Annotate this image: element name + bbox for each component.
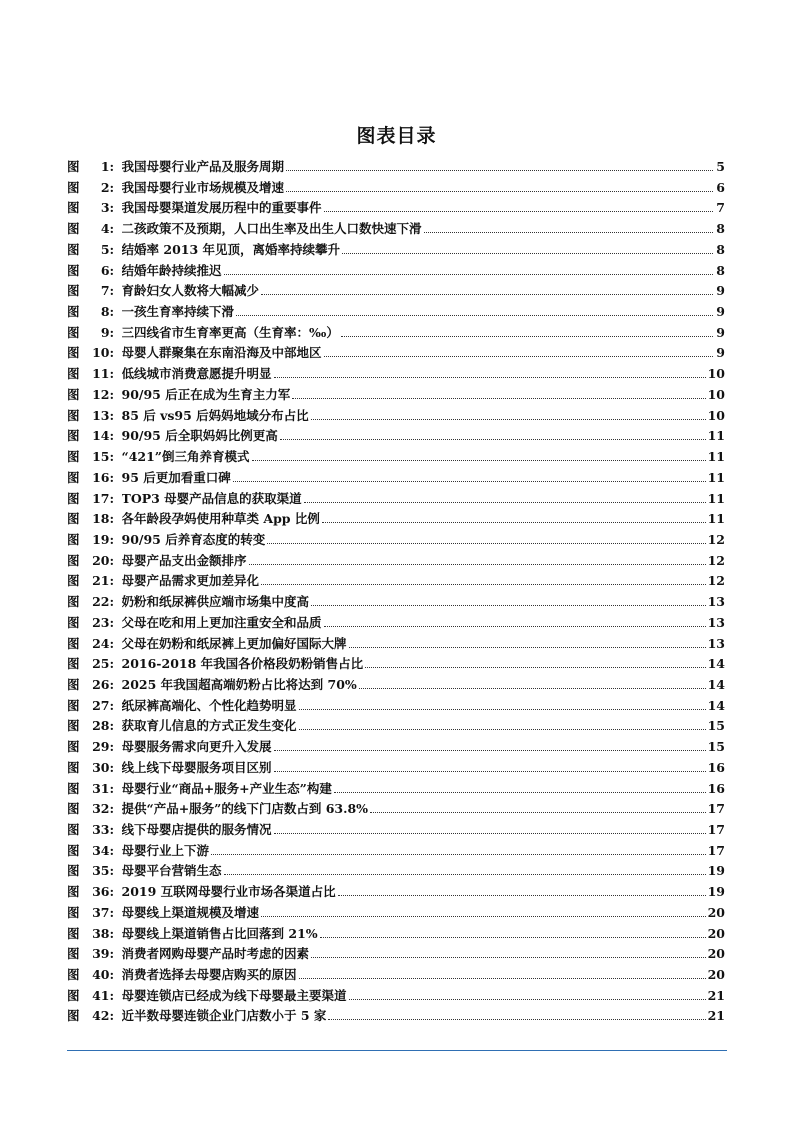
toc-entry-separator: : — [109, 739, 115, 755]
toc-dot-leader — [324, 626, 706, 627]
toc-entry-figure-29[interactable] — [67, 737, 725, 758]
toc-entry-number: 1 — [100, 159, 110, 174]
toc-entry-figure-35[interactable] — [67, 861, 725, 882]
toc-entry-number: 38 — [92, 925, 110, 941]
toc-dot-leader — [274, 771, 706, 772]
toc-dot-leader — [252, 460, 706, 461]
toc-dot-leader — [324, 356, 713, 357]
toc-entry-separator: : — [109, 345, 115, 361]
toc-entry-number: 33 — [92, 822, 110, 837]
toc-entry-number: 2 — [100, 179, 110, 195]
toc-entry-separator: : — [109, 241, 115, 257]
toc-entry-number: 31 — [92, 780, 110, 796]
toc-entry-separator: : — [109, 946, 115, 962]
toc-entry-title[interactable]: 母婴行业“商品+服务+产业生态”构建 — [121, 780, 332, 796]
toc-entry-title[interactable]: 母婴线上渠道销售占比回落到 21% — [121, 925, 318, 941]
toc-entry-label: 图 — [67, 469, 80, 485]
toc-entry-label: 图 — [67, 884, 80, 900]
toc-entry-page-number[interactable]: 13 — [707, 614, 725, 630]
toc-entry-label: 图 — [67, 262, 80, 278]
toc-entry-number: 10 — [92, 345, 110, 361]
toc-entry-figure-38[interactable] — [67, 924, 725, 945]
toc-dot-leader — [349, 647, 706, 648]
toc-entry-title[interactable]: 母婴人群聚集在东南沿海及中部地区 — [121, 345, 322, 361]
toc-entry-number: 26 — [92, 676, 110, 692]
toc-entry-separator: : — [109, 987, 115, 1003]
toc-entry-separator: : — [109, 428, 115, 444]
toc-entry-label: 图 — [67, 759, 80, 775]
toc-entry-page-number[interactable]: 6 — [716, 179, 725, 195]
toc-entry-title[interactable]: 一孩生育率持续下滑 — [121, 304, 235, 320]
toc-entry-title[interactable]: 我国母婴渠道发展历程中的重要事件 — [121, 200, 322, 216]
toc-entry-figure-16[interactable] — [67, 468, 725, 489]
toc-dot-leader — [311, 419, 706, 420]
toc-entry-separator: : — [109, 925, 115, 941]
toc-entry-separator: : — [109, 594, 115, 610]
toc-entry-title[interactable]: 2016-2018 年我国各价格段奶粉销售占比 — [121, 656, 364, 672]
toc-entry-page-number[interactable]: 20 — [707, 904, 725, 920]
toc-entry-figure-33[interactable] — [67, 820, 725, 841]
toc-dot-leader — [261, 584, 706, 585]
toc-entry-page-number[interactable]: 11 — [707, 511, 725, 527]
toc-entry-number: 13 — [92, 407, 110, 423]
toc-entry-label: 图 — [67, 614, 80, 630]
toc-entry-title[interactable]: 线下母婴店提供的服务情况 — [121, 822, 272, 837]
toc-entry-label: 图 — [67, 304, 80, 320]
toc-entry-title[interactable]: 2019 互联网母婴行业市场各渠道占比 — [121, 884, 336, 900]
toc-entry-number: 17 — [92, 490, 110, 506]
toc-entry-number: 29 — [92, 739, 110, 755]
toc-entry-separator: : — [109, 718, 115, 734]
toc-entry-figure-40[interactable] — [67, 965, 725, 986]
toc-entry-separator: : — [109, 324, 115, 340]
toc-entry-label: 图 — [67, 635, 80, 651]
toc-entry-title[interactable]: 各年龄段孕妈使用种草类 App 比例 — [121, 511, 320, 527]
toc-entry-page-number[interactable]: 9 — [716, 283, 725, 299]
toc-entry-title[interactable]: 奶粉和纸尿裤供应端市场集中度高 — [121, 594, 310, 610]
toc-dot-leader — [424, 232, 713, 233]
toc-entry-number: 9 — [100, 324, 110, 340]
toc-entry-figure-42[interactable] — [67, 1006, 725, 1027]
toc-entry-separator: : — [109, 386, 115, 402]
toc-entry-separator: : — [109, 407, 115, 423]
toc-entry-page-number[interactable]: 9 — [716, 304, 725, 320]
toc-entry-separator: : — [109, 490, 115, 506]
toc-dot-leader — [299, 729, 706, 730]
toc-entry-title[interactable]: 母婴行业上下游 — [121, 842, 210, 858]
toc-entry-separator: : — [109, 676, 115, 692]
toc-entry-separator: : — [109, 863, 115, 879]
toc-entry-title[interactable]: 90/95 后全职妈妈比例更高 — [121, 428, 278, 444]
toc-entry-separator: : — [109, 801, 115, 817]
toc-entry-separator: : — [109, 842, 115, 858]
toc-entry-title[interactable]: 90/95 后正在成为生育主力军 — [121, 386, 291, 402]
toc-entry-figure-19[interactable] — [67, 530, 725, 551]
toc-entry-page-number[interactable]: 14 — [707, 697, 725, 713]
toc-entry-title[interactable]: 母婴连锁店已经成为线下母婴最主要渠道 — [121, 987, 347, 1003]
toc-entry-label: 图 — [67, 863, 80, 879]
toc-dot-leader — [328, 1019, 705, 1020]
toc-entry-separator: : — [109, 1008, 115, 1024]
toc-dot-leader — [286, 170, 713, 171]
toc-entry-title[interactable]: 消费者网购母婴产品时考虑的因素 — [121, 946, 310, 962]
toc-entry-label: 图 — [67, 366, 80, 382]
toc-entry-label: 图 — [67, 822, 80, 837]
toc-entry-number: 16 — [92, 469, 110, 485]
toc-entry-number: 24 — [92, 635, 110, 651]
toc-entry-separator: : — [109, 449, 115, 465]
toc-entry-figure-26[interactable] — [67, 675, 725, 696]
toc-entry-figure-25[interactable] — [67, 654, 725, 675]
toc-entry-number: 19 — [92, 531, 110, 547]
toc-dot-leader — [359, 688, 706, 689]
toc-dot-leader — [341, 336, 713, 337]
toc-entry-figure-1[interactable] — [67, 157, 725, 178]
toc-entry-number: 12 — [92, 386, 110, 402]
toc-dot-leader — [274, 750, 706, 751]
toc-entry-label: 图 — [67, 594, 80, 610]
toc-entry-label: 图 — [67, 511, 80, 527]
toc-entry-label: 图 — [67, 345, 80, 361]
toc-entry-number: 28 — [92, 718, 110, 734]
toc-entry-title[interactable]: 线上线下母婴服务项目区别 — [121, 759, 272, 775]
toc-dot-leader — [224, 274, 713, 275]
toc-entry-title[interactable]: 结婚率 2013 年见顶，离婚率持续攀升 — [121, 241, 341, 257]
toc-dot-leader — [324, 211, 713, 212]
toc-entry-page-number[interactable]: 13 — [707, 635, 725, 651]
toc-entry-label: 图 — [67, 780, 80, 796]
toc-entry-label: 图 — [67, 946, 80, 962]
toc-entry-number: 35 — [92, 863, 110, 879]
toc-entry-page-number[interactable]: 21 — [707, 987, 725, 1003]
toc-entry-number: 36 — [92, 884, 110, 900]
toc-entry-figure-21[interactable] — [67, 571, 725, 592]
toc-dot-leader — [338, 895, 706, 896]
toc-entry-figure-41[interactable] — [67, 986, 725, 1007]
toc-entry-page-number[interactable]: 5 — [716, 159, 725, 174]
toc-dot-leader — [211, 854, 706, 855]
toc-dot-leader — [274, 377, 706, 378]
toc-entry-separator: : — [109, 904, 115, 920]
toc-dot-leader — [365, 667, 705, 668]
toc-entry-figure-37[interactable] — [67, 903, 725, 924]
toc-entry-separator: : — [109, 469, 115, 485]
toc-entry-figure-34[interactable] — [67, 841, 725, 862]
toc-entry-label: 图 — [67, 573, 80, 589]
toc-entry-page-number[interactable]: 11 — [707, 490, 725, 506]
toc-entry-label: 图 — [67, 1008, 80, 1024]
toc-entry-figure-11[interactable] — [67, 364, 725, 385]
toc-dot-leader — [320, 937, 706, 938]
toc-entry-separator: : — [109, 635, 115, 651]
toc-entry-number: 27 — [92, 697, 110, 713]
toc-entry-page-number[interactable]: 19 — [707, 884, 725, 900]
toc-entry-figure-15[interactable] — [67, 447, 725, 468]
toc-entry-number: 4 — [100, 221, 110, 237]
toc-dot-leader — [224, 874, 706, 875]
toc-dot-leader — [311, 605, 706, 606]
toc-entry-page-number[interactable]: 14 — [707, 676, 725, 692]
toc-entry-separator: : — [109, 511, 115, 527]
toc-entry-page-number[interactable]: 8 — [716, 241, 725, 257]
toc-entry-page-number[interactable]: 8 — [716, 221, 725, 237]
toc-entry-page-number[interactable]: 16 — [707, 759, 725, 775]
toc-entry-number: 3 — [100, 200, 110, 216]
toc-dot-leader — [304, 502, 706, 503]
toc-entry-separator: : — [109, 200, 115, 216]
toc-entry-number: 39 — [92, 946, 110, 962]
toc-dot-leader — [267, 543, 705, 544]
toc-entry-number: 41 — [92, 987, 110, 1003]
toc-dot-leader — [292, 398, 705, 399]
toc-entry-page-number[interactable]: 17 — [707, 842, 725, 858]
toc-entry-figure-18[interactable] — [67, 509, 725, 530]
toc-dot-leader — [334, 792, 706, 793]
toc-entry-page-number[interactable]: 8 — [716, 262, 725, 278]
toc-entry-page-number[interactable]: 20 — [707, 967, 725, 983]
toc-entry-figure-4[interactable] — [67, 219, 725, 240]
toc-dot-leader — [280, 439, 706, 440]
footer-divider — [67, 1050, 727, 1051]
toc-dot-leader — [249, 564, 706, 565]
toc-entry-number: 37 — [92, 904, 110, 920]
toc-entry-figure-30[interactable] — [67, 758, 725, 779]
toc-entry-title[interactable]: 消费者选择去母婴店购买的原因 — [121, 967, 297, 983]
toc-dot-leader — [370, 812, 706, 813]
toc-entry-number: 5 — [100, 241, 110, 257]
toc-entry-label: 图 — [67, 987, 80, 1003]
toc-entry-page-number[interactable]: 10 — [707, 386, 725, 402]
toc-entry-figure-17[interactable] — [67, 489, 725, 510]
toc-entry-title[interactable]: 母婴平台营销生态 — [121, 863, 222, 879]
toc-dot-leader — [236, 315, 713, 316]
toc-entry-title[interactable]: “421”倒三角养育模式 — [121, 449, 250, 465]
toc-entry-separator: : — [109, 656, 115, 672]
toc-entry-label: 图 — [67, 531, 80, 547]
toc-entry-title[interactable]: 母婴服务需求向更升入发展 — [121, 739, 272, 755]
toc-entry-label: 图 — [67, 801, 80, 817]
toc-entry-title[interactable]: 母婴产品支出金额排序 — [121, 552, 247, 568]
toc-dot-leader — [261, 294, 713, 295]
toc-entry-number: 30 — [92, 759, 110, 775]
toc-entry-title[interactable]: 提供“产品+服务”的线下门店数占到 63.8% — [121, 801, 369, 817]
toc-entry-title[interactable]: 95 后更加看重口碑 — [121, 469, 231, 485]
toc-entry-label: 图 — [67, 241, 80, 257]
toc-entry-figure-5[interactable] — [67, 240, 725, 261]
toc-entry-figure-23[interactable] — [67, 613, 725, 634]
toc-entry-number: 23 — [92, 614, 110, 630]
toc-entry-label: 图 — [67, 676, 80, 692]
toc-entry-separator: : — [109, 221, 115, 237]
toc-entry-number: 32 — [92, 801, 110, 817]
toc-entry-number: 6 — [100, 262, 110, 278]
toc-entry-page-number[interactable]: 11 — [707, 449, 725, 465]
toc-entry-figure-10[interactable] — [67, 343, 725, 364]
toc-entry-separator: : — [109, 283, 115, 299]
toc-entry-title[interactable]: 二孩政策不及预期，人口出生率及出生人口数快速下滑 — [121, 221, 422, 237]
toc-entry-separator: : — [109, 573, 115, 589]
toc-entry-title[interactable]: 2025 年我国超高端奶粉占比将达到 70% — [121, 676, 357, 692]
toc-entry-title[interactable]: 育龄妇女人数将大幅减少 — [121, 283, 260, 299]
toc-entry-label: 图 — [67, 967, 80, 983]
page-title: 图表目录 — [356, 125, 437, 147]
toc-entry-page-number[interactable]: 9 — [716, 324, 725, 340]
toc-entry-separator: : — [109, 552, 115, 568]
toc-entry-number: 8 — [100, 304, 110, 320]
toc-entry-title[interactable]: 获取育儿信息的方式正发生变化 — [121, 718, 297, 734]
toc-entry-page-number[interactable]: 20 — [707, 925, 725, 941]
toc-entry-number: 42 — [92, 1008, 110, 1024]
toc-entry-label: 图 — [67, 739, 80, 755]
toc-entry-label: 图 — [67, 449, 80, 465]
toc-dot-leader — [286, 191, 713, 192]
toc-entry-separator: : — [109, 179, 115, 195]
toc-entry-separator: : — [109, 531, 115, 547]
toc-entry-label: 图 — [67, 200, 80, 216]
toc-dot-leader — [274, 833, 706, 834]
toc-entry-figure-12[interactable] — [67, 385, 725, 406]
toc-entry-label: 图 — [67, 904, 80, 920]
toc-dot-leader — [233, 481, 706, 482]
toc-entry-page-number[interactable]: 20 — [707, 946, 725, 962]
toc-entry-figure-22[interactable] — [67, 592, 725, 613]
toc-entry-figure-24[interactable] — [67, 634, 725, 655]
toc-entry-separator: : — [109, 884, 115, 900]
toc-entry-figure-2[interactable] — [67, 178, 725, 199]
toc-entry-figure-3[interactable] — [67, 198, 725, 219]
toc-entry-page-number[interactable]: 21 — [707, 1008, 725, 1024]
toc-entry-label: 图 — [67, 407, 80, 423]
toc-entry-page-number[interactable]: 10 — [707, 407, 725, 423]
toc-dot-leader — [299, 709, 706, 710]
toc-entry-label: 图 — [67, 428, 80, 444]
toc-entry-separator: : — [109, 614, 115, 630]
toc-entry-figure-14[interactable] — [67, 426, 725, 447]
toc-entry-page-number[interactable]: 10 — [707, 366, 725, 382]
toc-dot-leader — [299, 978, 706, 979]
toc-entry-separator: : — [109, 967, 115, 983]
toc-entry-separator: : — [109, 262, 115, 278]
toc-entry-figure-13[interactable] — [67, 406, 725, 427]
toc-entry-title[interactable]: 父母在奶粉和纸尿裤上更加偏好国际大牌 — [121, 635, 347, 651]
toc-entry-page-number[interactable]: 12 — [707, 531, 725, 547]
toc-entry-number: 34 — [92, 842, 110, 858]
toc-entry-label: 图 — [67, 159, 80, 174]
toc-entry-label: 图 — [67, 925, 80, 941]
toc-entry-title[interactable]: 三四线省市生育率更高（生育率：‰） — [121, 324, 339, 340]
toc-entry-figure-36[interactable] — [67, 882, 725, 903]
toc-entry-figure-20[interactable] — [67, 551, 725, 572]
toc-entry-figure-32[interactable] — [67, 799, 725, 820]
toc-entry-title[interactable]: 85 后 vs95 后妈妈地域分布占比 — [121, 407, 309, 423]
toc-entry-label: 图 — [67, 179, 80, 195]
toc-entry-figure-9[interactable] — [67, 323, 725, 344]
toc-entry-number: 21 — [92, 573, 110, 589]
toc-entry-title[interactable]: 低线城市消费意愿提升明显 — [121, 366, 272, 382]
toc-entry-figure-28[interactable] — [67, 716, 725, 737]
toc-entry-title[interactable]: 纸尿裤高端化、个性化趋势明显 — [121, 697, 297, 713]
toc-entry-label: 图 — [67, 552, 80, 568]
toc-entry-number: 22 — [92, 594, 110, 610]
toc-entry-number: 20 — [92, 552, 110, 568]
toc-dot-leader — [261, 916, 706, 917]
toc-entry-page-number[interactable]: 11 — [707, 469, 725, 485]
toc-dot-leader — [349, 999, 706, 1000]
toc-entry-figure-6[interactable] — [67, 261, 725, 282]
toc-entry-label: 图 — [67, 656, 80, 672]
toc-entry-separator: : — [109, 159, 115, 174]
toc-entry-figure-27[interactable] — [67, 696, 725, 717]
toc-entry-page-number[interactable]: 15 — [707, 718, 725, 734]
toc-entry-number: 15 — [92, 449, 110, 465]
toc-entry-page-number[interactable]: 17 — [707, 822, 725, 837]
toc-entry-number: 25 — [92, 656, 110, 672]
toc-entry-page-number[interactable]: 12 — [707, 573, 725, 589]
toc-entry-separator: : — [109, 780, 115, 796]
toc-dot-leader — [322, 522, 706, 523]
toc-entry-page-number[interactable]: 13 — [707, 594, 725, 610]
toc-entry-label: 图 — [67, 697, 80, 713]
toc-entry-page-number[interactable]: 17 — [707, 801, 725, 817]
toc-entry-page-number[interactable]: 9 — [716, 345, 725, 361]
toc-entry-title[interactable]: 母婴线上渠道规模及增速 — [121, 904, 260, 920]
toc-entry-title[interactable]: 我国母婴行业产品及服务周期 — [121, 159, 285, 174]
toc-entry-figure-7[interactable] — [67, 281, 725, 302]
toc-entry-label: 图 — [67, 718, 80, 734]
toc-entry-figure-8[interactable] — [67, 302, 725, 323]
toc-dot-leader — [311, 957, 706, 958]
toc-entry-title[interactable]: TOP3 母婴产品信息的获取渠道 — [121, 490, 302, 506]
toc-entry-separator: : — [109, 366, 115, 382]
toc-entry-page-number[interactable]: 12 — [707, 552, 725, 568]
toc-entry-figure-39[interactable] — [67, 944, 725, 965]
toc-entry-number: 7 — [100, 283, 110, 299]
figure-table-of-contents — [67, 157, 725, 1027]
toc-entry-page-number[interactable]: 15 — [707, 739, 725, 755]
toc-entry-label: 图 — [67, 842, 80, 858]
toc-entry-page-number[interactable]: 16 — [707, 780, 725, 796]
toc-entry-number: 11 — [92, 366, 110, 382]
toc-entry-label: 图 — [67, 221, 80, 237]
toc-entry-number: 40 — [92, 967, 110, 983]
toc-entry-page-number[interactable]: 14 — [707, 656, 725, 672]
toc-entry-separator: : — [109, 304, 115, 320]
toc-entry-label: 图 — [67, 490, 80, 506]
toc-dot-leader — [342, 253, 713, 254]
toc-entry-number: 14 — [92, 428, 110, 444]
toc-entry-title[interactable]: 90/95 后养育态度的转变 — [121, 531, 266, 547]
toc-entry-label: 图 — [67, 283, 80, 299]
toc-entry-title[interactable]: 结婚年龄持续推迟 — [121, 262, 222, 278]
toc-entry-title[interactable]: 近半数母婴连锁企业门店数小于 5 家 — [121, 1008, 327, 1024]
toc-entry-separator: : — [109, 822, 115, 837]
toc-entry-separator: : — [109, 759, 115, 775]
toc-entry-page-number[interactable]: 11 — [707, 428, 725, 444]
toc-entry-title[interactable]: 父母在吃和用上更加注重安全和品质 — [121, 614, 322, 630]
toc-entry-number: 18 — [92, 511, 110, 527]
toc-entry-title[interactable]: 母婴产品需求更加差异化 — [121, 573, 260, 589]
toc-entry-page-number[interactable]: 19 — [707, 863, 725, 879]
toc-entry-label: 图 — [67, 386, 80, 402]
toc-entry-page-number[interactable]: 7 — [716, 200, 725, 216]
toc-entry-label: 图 — [67, 324, 80, 340]
toc-entry-title[interactable]: 我国母婴行业市场规模及增速 — [121, 179, 285, 195]
toc-entry-figure-31[interactable] — [67, 779, 725, 800]
toc-entry-separator: : — [109, 697, 115, 713]
